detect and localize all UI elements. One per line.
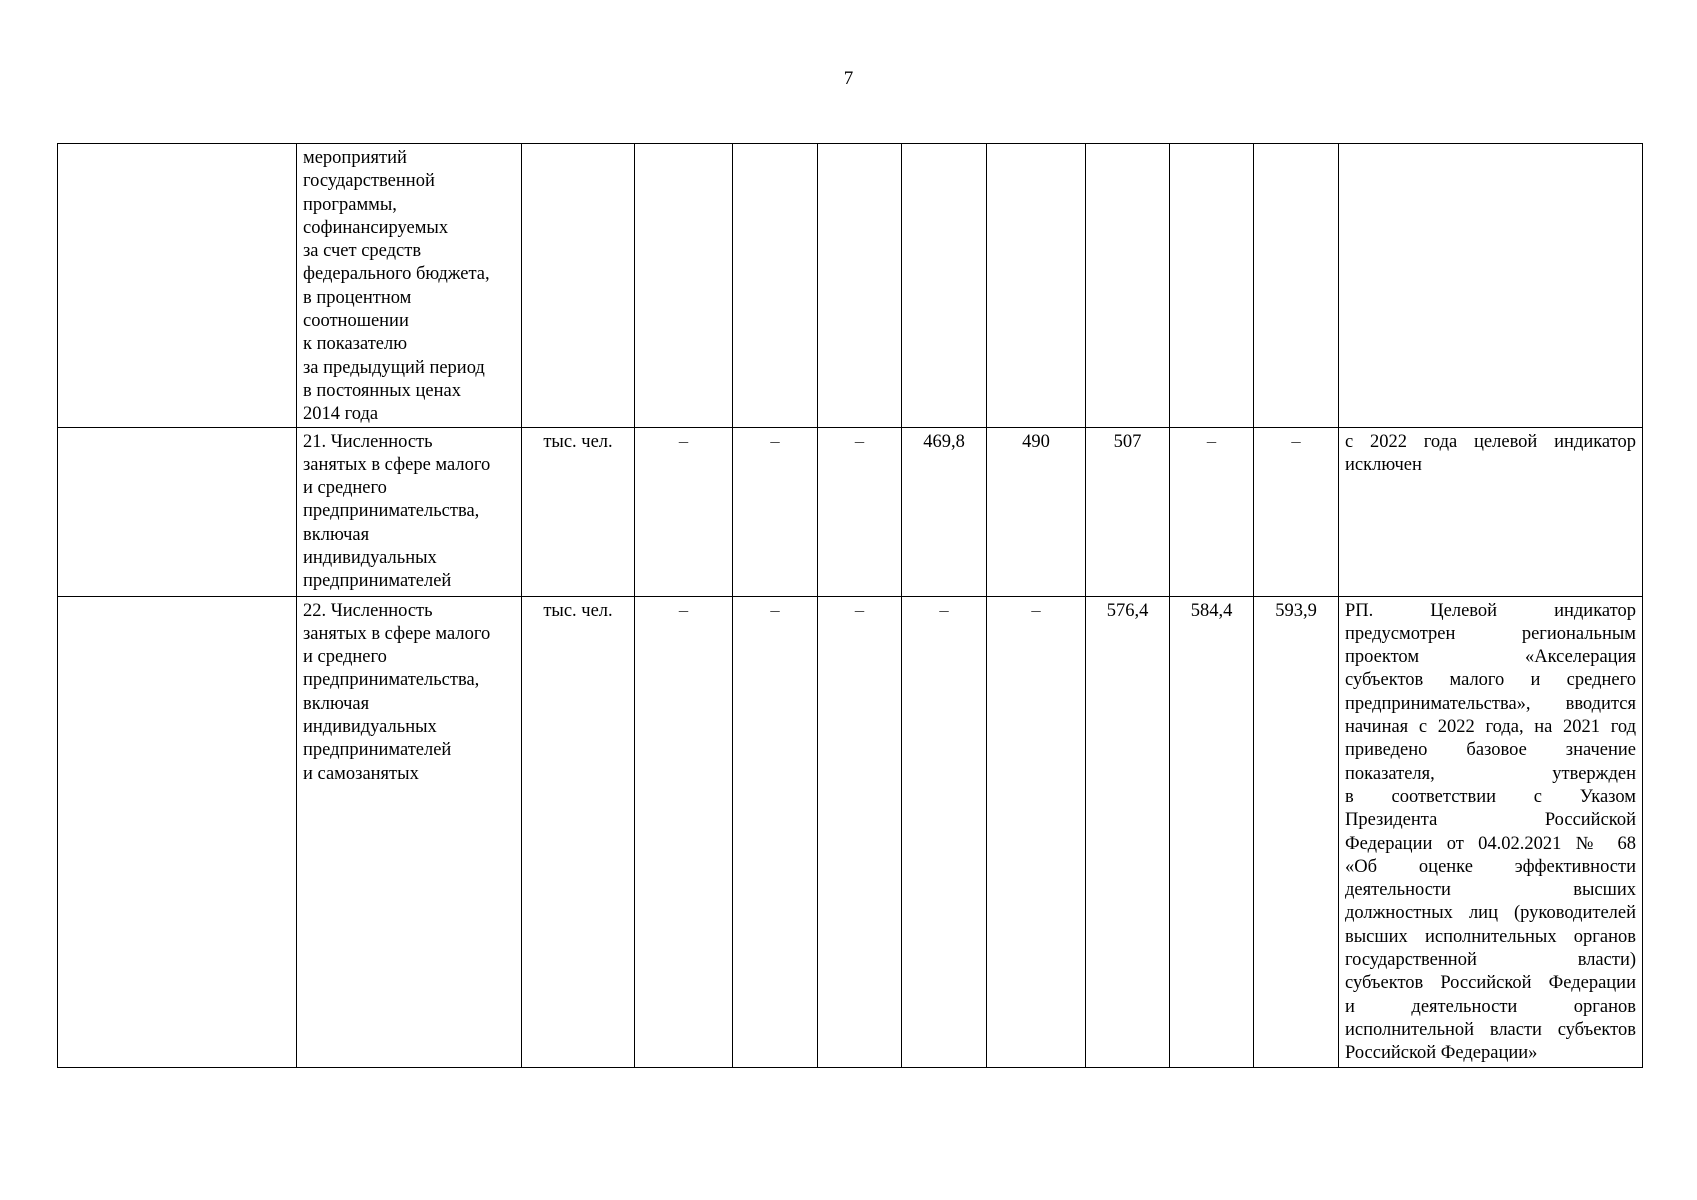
value-cell xyxy=(818,144,902,428)
indicator-name-line: соотношении xyxy=(303,311,409,332)
value-cell xyxy=(1254,144,1339,428)
indicator-name-line: включая xyxy=(303,693,370,714)
indicator-name-line: 21. Численность xyxy=(303,431,433,452)
indicator-name-line: программы, xyxy=(303,194,397,215)
value-cell xyxy=(987,144,1086,428)
note-line: субъектов малого и среднего xyxy=(1345,670,1636,691)
empty-cell xyxy=(58,144,297,428)
note-line: Российской Федерации» xyxy=(1345,1043,1538,1064)
page-number: 7 xyxy=(843,68,854,89)
unit-cell: тыс. чел. xyxy=(522,596,635,1067)
indicator-name-line: 22. Численность xyxy=(303,600,433,621)
value-cell: – xyxy=(818,596,902,1067)
indicator-name-cell xyxy=(297,144,522,428)
note-line: в соответствии с Указом xyxy=(1345,786,1636,807)
indicator-name-line: государственной xyxy=(303,171,435,192)
empty-cell xyxy=(58,596,297,1067)
value-cell: – xyxy=(733,596,818,1067)
value-cell: 576,4 xyxy=(1086,596,1170,1067)
indicator-name-line: в процентном xyxy=(303,287,412,308)
indicator-name-line: индивидуальных xyxy=(303,717,437,738)
value-cell xyxy=(902,144,987,428)
note-line: РП. Целевой индикатор xyxy=(1345,600,1636,621)
value-cell xyxy=(1086,144,1170,428)
note-line: «Об оценке эффективности xyxy=(1345,856,1636,877)
value-cell: – xyxy=(1170,427,1254,596)
indicator-name-line: предпринимателей xyxy=(303,571,452,592)
indicator-name-line: предпринимательства, xyxy=(303,670,480,691)
note-line: начиная с 2022 года, на 2021 год xyxy=(1345,717,1636,738)
note-cell xyxy=(1339,596,1643,1067)
indicator-name-line: за счет средств xyxy=(303,241,422,262)
value-cell xyxy=(635,144,733,428)
table-body xyxy=(58,144,1643,1068)
empty-cell xyxy=(58,427,297,596)
note-line: предпринимательства», вводится xyxy=(1345,693,1636,714)
indicator-name-line: за предыдущий период xyxy=(303,357,485,378)
table-row xyxy=(58,596,1643,1067)
note-cell xyxy=(1339,144,1643,428)
note-line: исполнительной власти субъектов xyxy=(1345,1019,1636,1040)
note-line: должностных лиц (руководителей xyxy=(1345,903,1636,924)
note-line: субъектов Российской Федерации xyxy=(1345,973,1636,994)
value-cell: – xyxy=(902,596,987,1067)
value-cell: – xyxy=(635,596,733,1067)
indicator-name-line: федерального бюджета, xyxy=(303,264,490,285)
value-cell xyxy=(1170,144,1254,428)
indicator-name-line: и самозанятых xyxy=(303,763,419,784)
indicator-name-line: и среднего xyxy=(303,478,387,499)
indicator-name-line: предпринимателей xyxy=(303,740,452,761)
note-line: показателя, утвержден xyxy=(1345,763,1636,784)
indicator-name-line: 2014 года xyxy=(303,404,379,425)
note-line: с 2022 года целевой индикатор xyxy=(1345,431,1636,452)
note-line: предусмотрен региональным xyxy=(1345,623,1636,644)
note-line: и деятельности органов xyxy=(1345,996,1636,1017)
value-cell: – xyxy=(635,427,733,596)
indicator-name-line: к показателю xyxy=(303,334,408,355)
note-cell xyxy=(1339,427,1643,596)
indicator-name-line: и среднего xyxy=(303,647,387,668)
note-line: Федерации от 04.02.2021 № 68 xyxy=(1345,833,1636,854)
note-line: проектом «Акселерация xyxy=(1345,647,1636,668)
indicator-name-line: занятых в сфере малого xyxy=(303,623,491,644)
value-cell xyxy=(733,144,818,428)
indicator-name-line: в постоянных ценах xyxy=(303,380,462,401)
indicator-name-line: индивидуальных xyxy=(303,548,437,569)
table-row xyxy=(58,427,1643,596)
indicators-table xyxy=(57,143,1643,1068)
value-cell: 469,8 xyxy=(902,427,987,596)
indicator-name-line: мероприятий xyxy=(303,148,407,168)
value-cell: – xyxy=(987,596,1086,1067)
note-line: государственной власти) xyxy=(1345,950,1636,971)
indicator-name-cell xyxy=(297,427,522,596)
value-cell: – xyxy=(1254,427,1339,596)
indicator-name-line: занятых в сфере малого xyxy=(303,454,491,475)
note-line: приведено базовое значение xyxy=(1345,740,1636,761)
unit-cell xyxy=(522,144,635,428)
value-cell: 584,4 xyxy=(1170,596,1254,1067)
indicator-name-line: предпринимательства, xyxy=(303,501,480,522)
unit-cell: тыс. чел. xyxy=(522,427,635,596)
note-line: исключен xyxy=(1345,454,1422,475)
value-cell: – xyxy=(733,427,818,596)
note-line: деятельности высших xyxy=(1345,880,1636,901)
note-line: высших исполнительных органов xyxy=(1345,926,1636,947)
value-cell: 490 xyxy=(987,427,1086,596)
indicator-name-line: включая xyxy=(303,524,370,545)
value-cell: 507 xyxy=(1086,427,1170,596)
value-cell: 593,9 xyxy=(1254,596,1339,1067)
table-row xyxy=(58,144,1643,428)
indicator-name-line: софинансируемых xyxy=(303,217,449,238)
value-cell: – xyxy=(818,427,902,596)
note-line: Президента Российской xyxy=(1345,810,1636,831)
indicator-name-cell xyxy=(297,596,522,1067)
